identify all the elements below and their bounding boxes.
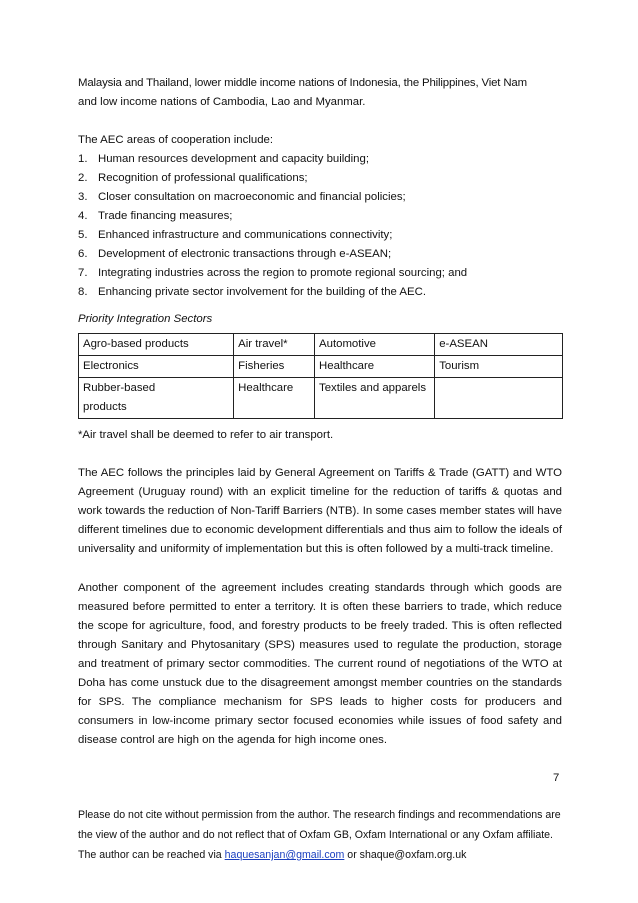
page-number: 7 [553,772,560,784]
table-cell: Automotive [315,334,435,356]
cooperation-section [78,131,562,302]
list-item: 4. Trade financing measures; [78,210,233,222]
intro-paragraph [78,74,562,112]
table-cell: Textiles and apparels [315,378,435,419]
list-item: 1. Human resources development and capacity building; [78,153,370,165]
table-cell: Healthcare [315,356,435,378]
table-row [79,334,563,356]
table-cell: Tourism [435,356,563,378]
footer-text-end: or shaque@oxfam.org.uk [344,849,467,861]
table-cell: Agro-based products [79,334,234,356]
table-row [79,378,563,419]
table-cell: Healthcare [234,378,315,419]
table-cell: Air travel* [234,334,315,356]
list-item: 8. Enhancing private sector involvement for the building of the AEC. [78,286,426,298]
cooperation-lead: The AEC areas of cooperation include: [78,134,274,146]
table-cell: e-ASEAN [435,334,563,356]
priority-heading: Priority Integration Sectors [78,313,213,325]
table-row [79,356,563,378]
table-cell [435,378,563,419]
footer-text: Please do not cite without permission from the author. The research findings and recommendations are the view of the author and do not reflect that of Oxfam GB, Oxfam International or any Oxfam affiliate. The author can be reached via [78,809,561,861]
list-item: 6. Development of electronic transactions through e-ASEAN; [78,248,392,260]
air-travel-note: *Air travel shall be deemed to refer to air transport. [78,429,334,441]
intro-line-2: and low income nations of Cambodia, Lao and Myanmar. [78,96,366,108]
gatt-paragraph: The AEC follows the principles laid by General Agreement on Tariffs & Trade (GATT) and WTO Agreement (Uruguay round) with an explicit timeline for the reduction of tariffs & quotas and work towards the reduction of Non-Tariff Barriers (NTB). In some cases member states will have different timelines due to economic development differentials and thus aim to follow the ideals of universality and uniformity of implementation but this is often followed by a multi-track timeline. [78,467,562,555]
list-item: 3. Closer consultation on macroeconomic and financial policies; [78,191,406,203]
table-cell: Electronics [79,356,234,378]
footer-disclaimer [78,805,562,865]
intro-line-1: Malaysia and Thailand, lower middle income nations of Indonesia, the Philippines, Viet Nam [78,77,527,89]
list-item: 5. Enhanced infrastructure and communications connectivity; [78,229,393,241]
list-item: 7. Integrating industries across the region to promote regional sourcing; and [78,267,468,279]
table-cell: Fisheries [234,356,315,378]
priority-sectors-table [78,333,563,419]
table-cell: Rubber-based products [79,378,234,419]
list-item: 2. Recognition of professional qualifications; [78,172,308,184]
author-email-link[interactable]: haquesanjan@gmail.com [224,849,345,861]
sps-paragraph: Another component of the agreement includes creating standards through which goods are measured before permitted to enter a territory. It is often these barriers to trade, which reduce the scope for agriculture, food, and forestry products to be freely traded. This is often reflected through Sanitary and Phytosanitary (SPS) measures used to regulate the production, storage and treatment of primary sector commodities. The current round of negotiations of the WTO at Doha has come unstuck due to the disagreement amongst member countries on the standards for SPS. The compliance mechanism for SPS leads to higher costs for producers and consumers in low-income primary sector focused economies while issues of food safety and disease control are high on the agenda for high income ones. [78,582,562,746]
cooperation-list [78,150,562,302]
